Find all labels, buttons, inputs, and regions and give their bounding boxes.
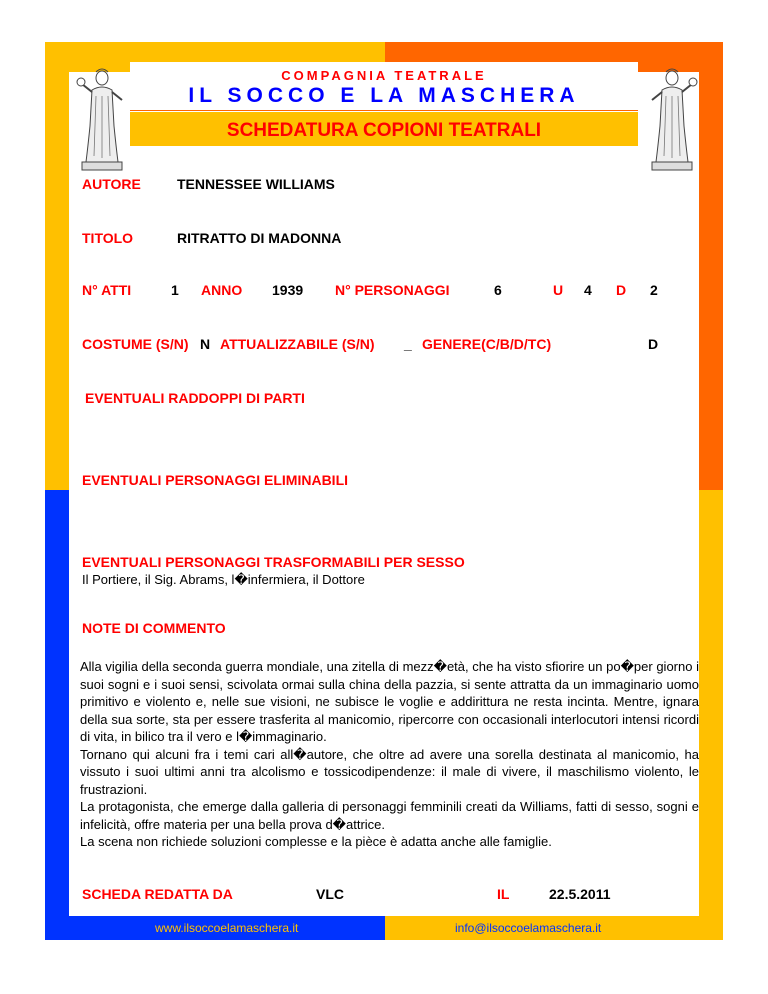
redatta-label: SCHEDA REDATTA DA (82, 886, 233, 902)
genere-label: GENERE(C/B/D/TC) (422, 336, 552, 352)
page-title: SCHEDATURA COPIONI TEATRALI (226, 120, 542, 141)
personaggi-value: 6 (494, 282, 502, 298)
attualizzabile-value: _ (404, 336, 412, 352)
header (130, 62, 638, 111)
trasformabili-value: Il Portiere, il Sig. Abrams, l�infermiera, il Dottore (82, 572, 365, 587)
d-label: D (616, 282, 627, 298)
email-link[interactable]: info@ilsoccoelamaschera.it (455, 921, 602, 935)
muse-statue-icon (644, 66, 700, 172)
anno-label: ANNO (201, 282, 243, 298)
frame-left-lower (45, 490, 69, 940)
note-paragraph: Alla vigilia della seconda guerra mondiale, una zitella di mezz�età, che ha visto sfiorire un po�per giorno i suoi sogni e i suoi sensi, scivolata ormai sulla china della pazzia, si sente attratta da un immaginario uomo primitivo e violento e, nelle sue visioni, ne subisce le voglie e addirittura ne resta incinta. Mentre, ignara della sua sorte, sta per essere trasferita al manicomio, ripercorre con occasionali interlocutori intensi ricordi di vita, in bilico tra il vero e l�immaginario. (80, 659, 699, 744)
company-label: COMPAGNIA TEATRALE (281, 68, 487, 83)
frame-left-upper (45, 42, 69, 490)
autore-value: TENNESSEE WILLIAMS (177, 176, 335, 192)
costume-value: N (200, 336, 211, 352)
d-value: 2 (650, 282, 658, 298)
costume-label: COSTUME (S/N) (82, 336, 189, 352)
u-label: U (553, 282, 564, 298)
personaggi-label: N° PERSONAGGI (335, 282, 450, 298)
note-paragraph: Tornano qui alcuni fra i temi cari all�autore, che oltre ad avere una sorella destinata al manicomio, ha vissuto i suoi ultimi anni tra alcolismo e tossicodipendenze: il male di vivere, il maschilismo violento, le frustrazioni. (80, 746, 699, 797)
frame-right-upper (699, 42, 723, 490)
il-value: 22.5.2011 (549, 886, 611, 902)
note-paragraph: La scena non richiede soluzioni complesse e la pièce è adatta anche alle famiglie. (80, 834, 552, 849)
autore-label: AUTORE (82, 176, 141, 192)
note-paragraph: La protagonista, che emerge dalla galleria di personaggi femminili creati da Williams, fatti di sesso, sogni e infelicità, offre materia per una bella prova d�attrice. (80, 799, 699, 832)
trasformabili-heading: EVENTUALI PERSONAGGI TRASFORMABILI PER SESSO (82, 554, 465, 570)
title-band (130, 112, 638, 146)
note-body (80, 658, 699, 851)
atti-label: N° ATTI (82, 282, 132, 298)
titolo-label: TITOLO (82, 230, 134, 246)
genere-value: D (648, 336, 659, 352)
il-label: IL (497, 886, 510, 902)
raddoppi-heading: EVENTUALI RADDOPPI DI PARTI (85, 390, 305, 406)
redatta-value: VLC (316, 886, 344, 902)
company-name: IL SOCCO E LA MASCHERA (188, 84, 580, 107)
website-link[interactable]: www.ilsoccoelamaschera.it (155, 921, 299, 935)
attualizzabile-label: ATTUALIZZABILE (S/N) (220, 336, 375, 352)
atti-value: 1 (171, 282, 179, 298)
muse-statue-icon (74, 66, 130, 172)
u-value: 4 (584, 282, 592, 298)
frame-right-lower (699, 490, 723, 940)
titolo-value: RITRATTO DI MADONNA (177, 230, 342, 246)
note-heading: NOTE DI COMMENTO (82, 620, 226, 636)
eliminabili-heading: EVENTUALI PERSONAGGI ELIMINABILI (82, 472, 349, 488)
anno-value: 1939 (272, 282, 304, 298)
